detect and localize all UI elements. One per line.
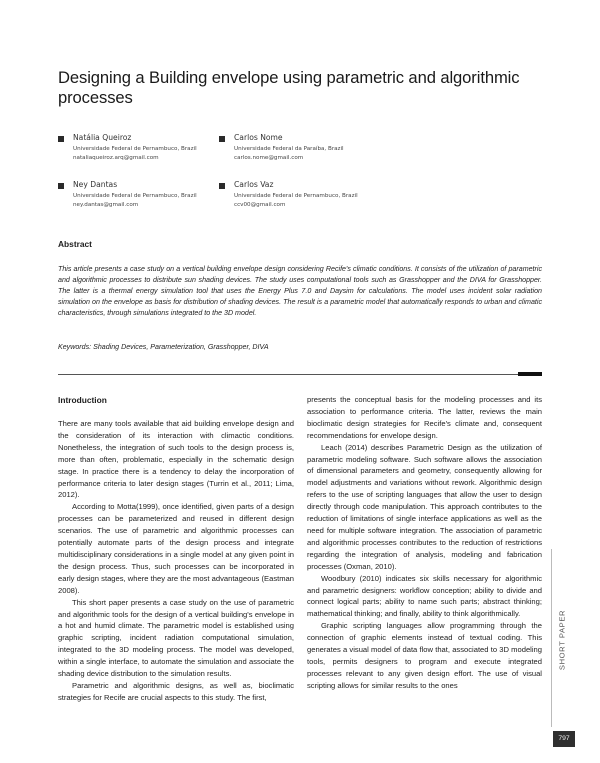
paragraph: Woodbury (2010) indicates six skills necessary for algorithmic and parametric designers: workflow conception; ability to divide and connect logical parts; ability to name such parts; abstract thinking; mathematical thinking; and finally, ability to think algorithmically. (307, 573, 542, 619)
section-divider (58, 374, 518, 375)
author-bullet-icon (58, 136, 64, 142)
author-affiliation: Universidade Federal de Pernambuco, Brazil (73, 146, 197, 152)
author-email: carlos.nome@gmail.com (234, 155, 304, 161)
author-affiliation: Universidade Federal de Pernambuco, Brazil (234, 193, 358, 199)
page-number: 797 (553, 731, 575, 747)
author-email: nataliaqueiroz.arq@gmail.com (73, 155, 159, 161)
author-email: ccv00@gmail.com (234, 202, 286, 208)
paragraph: According to Motta(1999), once identified, given parts of a design processes can be parameterized and reused in different design scenarios. The use of parametric and algorithmic processes can potentially automate parts of the design process and integrate multidisciplinary considerations in a single model at any given point in the design process. Thus, such processes can be incorporated in early design stages, where they are the most advantageous (Eastman 2008). (58, 502, 294, 595)
author-name: Natália Queiroz (73, 133, 132, 142)
paragraph: This short paper presents a case study on the use of parametric and algorithmic tools for the design of a vertical building's envelope in a hot and humid climate. The parametric model is established using graphic scripting, incident radiation computational simulation, integrated to the 3D modeling process. The model was developed, within a single interface, to automate the simulation and associate the shading device distribution to the simulation results. (58, 597, 294, 679)
paragraph: Graphic scripting languages allow programming through the connection of graphic elements instead of textual coding. This generates a visual model of data flow that, associated to 3D modeling tools, permits designers to program and execute integrated processes relevant to any given design effort. The use of visual scripting allows for similar results to the ones (307, 621, 542, 690)
side-divider (551, 549, 552, 727)
abstract-heading: Abstract (58, 239, 92, 249)
author-affiliation: Universidade Federal da Paraíba, Brazil (234, 146, 344, 152)
author-bullet-icon (219, 183, 225, 189)
side-label: SHORT PAPER (557, 609, 567, 671)
introduction-heading: Introduction (58, 395, 107, 405)
author-bullet-icon (219, 136, 225, 142)
abstract-text: This article presents a case study on a vertical building envelope design considering Recife's climatic conditions. It consists of the utilization of parametric and algorithmic processes to distribute sun shading devices. The study uses computational tools such as Grasshopper and the DIVA for Grasshopper. The latter is a thermal energy simulation tool that uses the Energy Plus 7.0 and Daysim for calculations. The model uses incident solar radiation simulation on the envelope as basis for distribution of shading devices. The result is a parametric model that automatically responds to urban and climatic characteristics, through simulations integrated to the 3D model. (58, 265, 542, 318)
body-column-left (58, 418, 294, 704)
author-email: ney.dantas@gmail.com (73, 202, 139, 208)
paragraph: There are many tools available that aid building envelope design and the consideration of its interaction with climactic conditions. Nonetheless, the integration of such tools to the design process is, more than often, problematic, especially in the schematic design stage. In practice there is a tendency to delay the incorporation of performance criteria to later design stages (Turrin et al., 2011; Lima, 2012). (58, 419, 294, 500)
paper-title: Designing a Building envelope using parametric and algorithmic processes (58, 68, 520, 107)
author-affiliation: Universidade Federal de Pernambuco, Brazil (73, 193, 197, 199)
paragraph: Leach (2014) describes Parametric Design as the utilization of parametric modeling software. Such software allows the association of dimensional parameters and geometry, consequently allowing for model adjustments and variations without rework. Algorithmic design refers to the use of scripting languages that allow the user to design directly through code manipulation. This approach contributes to the reduction of limitations of single interface applications as well as the need for multiple software integration. The association of parametric and algorithmic processes contributes to the reduction of restrictions regarding the integration of analysis, modeling and fabrication processes (Oxman, 2010). (307, 442, 542, 571)
author-bullet-icon (58, 183, 64, 189)
section-divider-accent (518, 372, 542, 376)
author-name: Ney Dantas (73, 180, 118, 189)
keywords: Keywords: Shading Devices, Parameterization, Grasshopper, DIVA (58, 343, 269, 351)
author-name: Carlos Vaz (234, 180, 274, 189)
paragraph: presents the conceptual basis for the modeling processes and its association to performance criteria. The latter, reviews the main bioclimatic design strategies for Recife's climate and, consequent recommendations for envelope design. (307, 395, 542, 440)
author-name: Carlos Nome (234, 133, 283, 142)
paragraph: Parametric and algorithmic designs, as well as, bioclimatic strategies for Recife are crucial aspects to this study. The first, (58, 680, 294, 702)
body-column-right (307, 394, 542, 692)
